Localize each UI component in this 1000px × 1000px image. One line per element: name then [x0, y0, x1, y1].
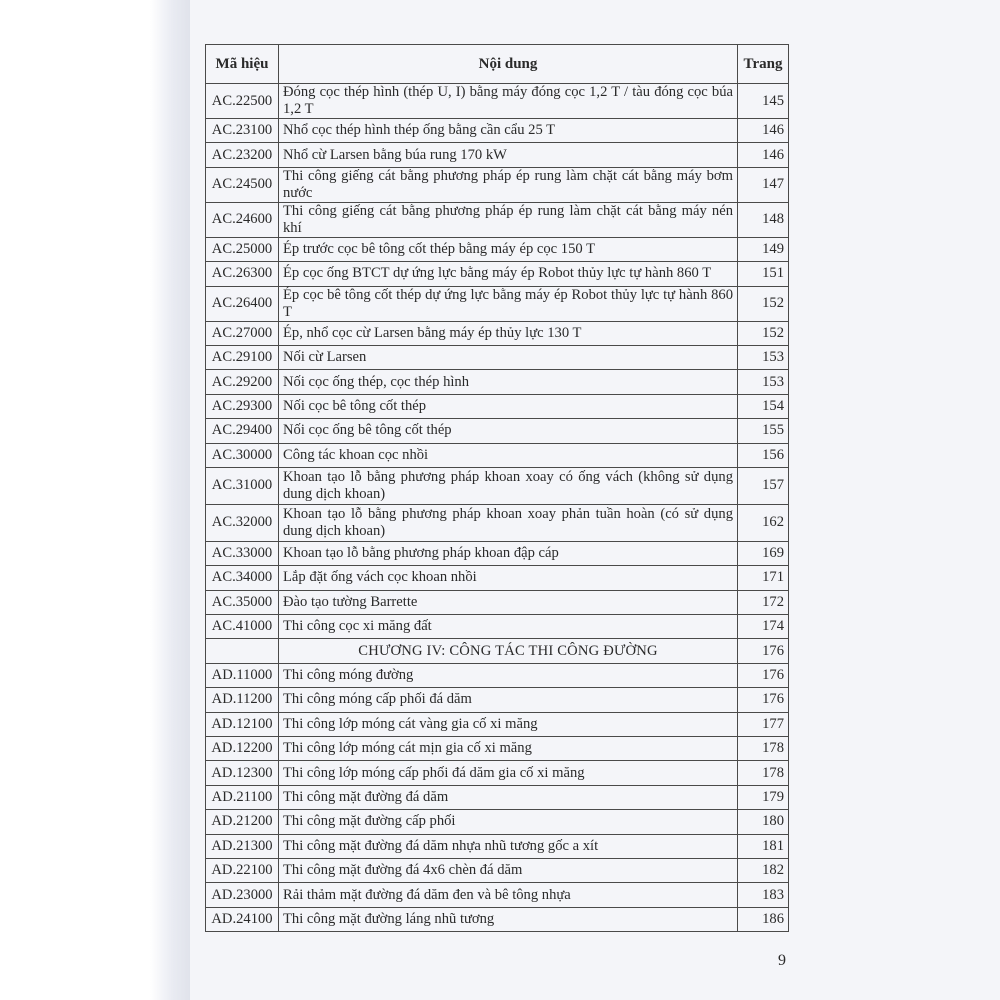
table-row: [206, 286, 789, 321]
row-code: AC.29200: [206, 370, 279, 394]
row-page: 154: [738, 394, 789, 418]
row-content: Đóng cọc thép hình (thép U, I) bằng máy đóng cọc 1,2 T / tàu đóng cọc búa 1,2 T: [279, 84, 738, 119]
row-code: AD.21200: [206, 810, 279, 834]
row-page: 178: [738, 737, 789, 761]
row-code: AC.30000: [206, 443, 279, 467]
table-row: [206, 202, 789, 237]
header-row: [206, 45, 789, 84]
table-row: [206, 443, 789, 467]
table-row: [206, 143, 789, 167]
row-page: 151: [738, 262, 789, 286]
row-page: 156: [738, 443, 789, 467]
table-row: [206, 262, 789, 286]
table-row: [206, 712, 789, 736]
row-page: 180: [738, 810, 789, 834]
row-content: Thi công móng đường: [279, 663, 738, 687]
row-page: 149: [738, 237, 789, 261]
row-code: AD.23000: [206, 883, 279, 907]
row-code: AD.24100: [206, 907, 279, 931]
row-content: Thi công cọc xi măng đất: [279, 615, 738, 639]
row-content: Khoan tạo lỗ bằng phương pháp khoan xoay có ống vách (không sử dụng dung dịch khoan): [279, 467, 738, 504]
row-content: Thi công lớp móng cấp phối đá dăm gia cố xi măng: [279, 761, 738, 785]
row-code: AC.35000: [206, 590, 279, 614]
row-page: 152: [738, 286, 789, 321]
row-content: Thi công mặt đường cấp phối: [279, 810, 738, 834]
row-content: Nối cọc bê tông cốt thép: [279, 394, 738, 418]
row-page: 181: [738, 834, 789, 858]
table-row: [206, 321, 789, 345]
row-content: Nhổ cừ Larsen bằng búa rung 170 kW: [279, 143, 738, 167]
row-page: 152: [738, 321, 789, 345]
table-row: [206, 761, 789, 785]
row-code: AC.29100: [206, 345, 279, 369]
row-code: AC.31000: [206, 467, 279, 504]
row-content: Thi công móng cấp phối đá dăm: [279, 688, 738, 712]
table-row: [206, 883, 789, 907]
row-page: 176: [738, 639, 789, 663]
table-row: [206, 858, 789, 882]
row-page: 148: [738, 202, 789, 237]
row-page: 145: [738, 84, 789, 119]
row-page: 183: [738, 883, 789, 907]
row-content: Rải thảm mặt đường đá dăm đen và bê tông nhựa: [279, 883, 738, 907]
row-content: Thi công lớp móng cát vàng gia cố xi măng: [279, 712, 738, 736]
row-content: Thi công mặt đường đá dăm nhựa nhũ tương gốc a xít: [279, 834, 738, 858]
row-code: AD.12100: [206, 712, 279, 736]
row-page: 157: [738, 467, 789, 504]
table-row: [206, 590, 789, 614]
table-row: [206, 615, 789, 639]
row-code: AC.24500: [206, 167, 279, 202]
table-row: [206, 467, 789, 504]
row-content: Thi công mặt đường đá dăm: [279, 785, 738, 809]
row-content: Ép cọc ống BTCT dự ứng lực bằng máy ép Robot thủy lực tự hành 860 T: [279, 262, 738, 286]
row-code: AD.12300: [206, 761, 279, 785]
row-page: 155: [738, 419, 789, 443]
row-content: Công tác khoan cọc nhồi: [279, 443, 738, 467]
row-code: AC.34000: [206, 566, 279, 590]
table-row: [206, 119, 789, 143]
row-content: Khoan tạo lỗ bằng phương pháp khoan đập cáp: [279, 541, 738, 565]
row-code: AC.24600: [206, 202, 279, 237]
row-content: Thi công giếng cát bằng phương pháp ép rung làm chặt cát bằng máy nén khí: [279, 202, 738, 237]
table-row: [206, 810, 789, 834]
row-content: Nhổ cọc thép hình thép ống bằng cần cẩu 25 T: [279, 119, 738, 143]
table-row: [206, 566, 789, 590]
chapter-row: [206, 639, 789, 663]
row-code: AD.12200: [206, 737, 279, 761]
row-page: 186: [738, 907, 789, 931]
row-code: AD.11000: [206, 663, 279, 687]
toc-body: [206, 84, 789, 932]
row-page: 182: [738, 858, 789, 882]
row-code: AD.21100: [206, 785, 279, 809]
row-page: 169: [738, 541, 789, 565]
row-code: AC.25000: [206, 237, 279, 261]
table-of-contents: [205, 44, 789, 932]
row-code: AC.41000: [206, 615, 279, 639]
table-row: [206, 394, 789, 418]
table-row: [206, 84, 789, 119]
chapter-title: CHƯƠNG IV: CÔNG TÁC THI CÔNG ĐƯỜNG: [279, 639, 738, 663]
row-content: Thi công mặt đường đá 4x6 chèn đá dăm: [279, 858, 738, 882]
row-code: AC.32000: [206, 504, 279, 541]
row-page: 176: [738, 688, 789, 712]
row-content: Nối cọc ống thép, cọc thép hình: [279, 370, 738, 394]
table-row: [206, 834, 789, 858]
row-code: AC.22500: [206, 84, 279, 119]
row-page: 177: [738, 712, 789, 736]
table-row: [206, 688, 789, 712]
row-code: AC.27000: [206, 321, 279, 345]
row-page: 174: [738, 615, 789, 639]
table-row: [206, 663, 789, 687]
row-content: Thi công giếng cát bằng phương pháp ép rung làm chặt cát bằng máy bơm nước: [279, 167, 738, 202]
table-row: [206, 785, 789, 809]
table-row: [206, 237, 789, 261]
row-page: 179: [738, 785, 789, 809]
row-content: Khoan tạo lỗ bằng phương pháp khoan xoay phản tuần hoàn (có sử dụng dung dịch khoan): [279, 504, 738, 541]
row-page: 147: [738, 167, 789, 202]
row-code: [206, 639, 279, 663]
row-code: AC.29400: [206, 419, 279, 443]
row-code: AD.11200: [206, 688, 279, 712]
row-content: Thi công lớp móng cát mịn gia cố xi măng: [279, 737, 738, 761]
row-page: 172: [738, 590, 789, 614]
header-code: Mã hiệu: [206, 45, 279, 84]
table-row: [206, 345, 789, 369]
header-page: Trang: [738, 45, 789, 84]
row-code: AC.33000: [206, 541, 279, 565]
book-spine-shadow: [150, 0, 192, 1000]
row-page: 146: [738, 143, 789, 167]
row-code: AC.23200: [206, 143, 279, 167]
row-content: Thi công mặt đường láng nhũ tương: [279, 907, 738, 931]
row-page: 178: [738, 761, 789, 785]
row-page: 171: [738, 566, 789, 590]
row-code: AD.22100: [206, 858, 279, 882]
table-row: [206, 504, 789, 541]
table-row: [206, 419, 789, 443]
row-content: Ép cọc bê tông cốt thép dự ứng lực bằng máy ép Robot thủy lực tự hành 860 T: [279, 286, 738, 321]
row-page: 162: [738, 504, 789, 541]
row-page: 146: [738, 119, 789, 143]
row-page: 153: [738, 370, 789, 394]
header-content: Nội dung: [279, 45, 738, 84]
row-code: AC.26300: [206, 262, 279, 286]
row-content: Đào tạo tường Barrette: [279, 590, 738, 614]
table-row: [206, 541, 789, 565]
row-code: AC.29300: [206, 394, 279, 418]
table-row: [206, 370, 789, 394]
row-code: AC.23100: [206, 119, 279, 143]
table-row: [206, 907, 789, 931]
row-content: Ép trước cọc bê tông cốt thép bằng máy ép cọc 150 T: [279, 237, 738, 261]
table-row: [206, 737, 789, 761]
row-page: 176: [738, 663, 789, 687]
row-content: Nối cọc ống bê tông cốt thép: [279, 419, 738, 443]
row-content: Ép, nhổ cọc cừ Larsen bằng máy ép thủy lực 130 T: [279, 321, 738, 345]
row-content: Lắp đặt ống vách cọc khoan nhồi: [279, 566, 738, 590]
row-code: AC.26400: [206, 286, 279, 321]
row-code: AD.21300: [206, 834, 279, 858]
row-page: 153: [738, 345, 789, 369]
page-number: 9: [778, 952, 786, 969]
row-content: Nối cừ Larsen: [279, 345, 738, 369]
table-row: [206, 167, 789, 202]
